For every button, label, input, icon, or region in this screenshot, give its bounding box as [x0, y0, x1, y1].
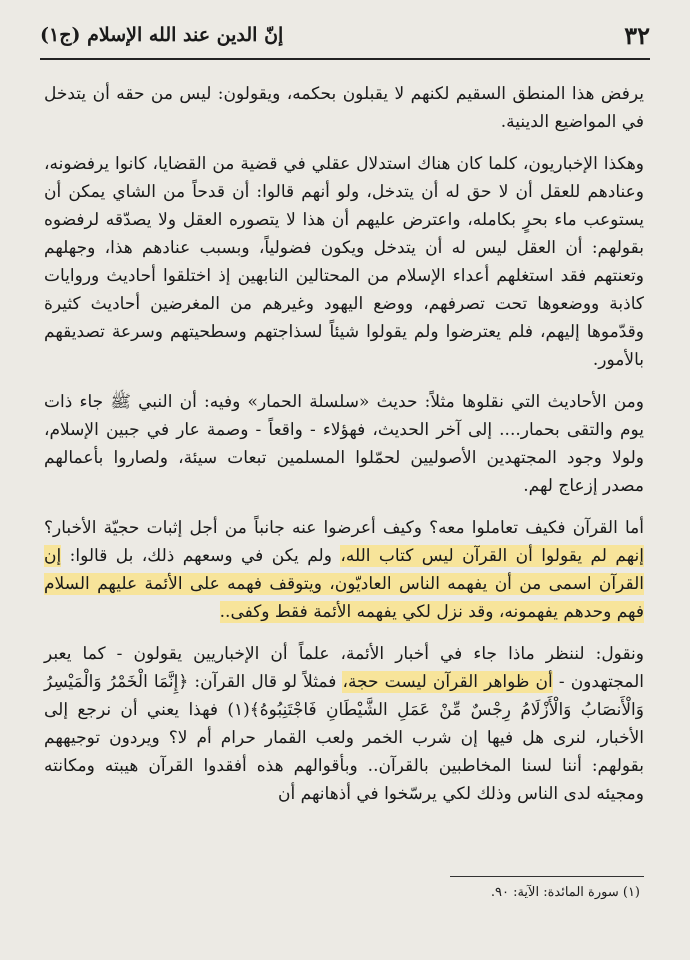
paragraph-text: يرفض هذا المنطق السقيم لكنهم لا يقبلون بحكمه، ويقولون: ليس من حقه أن يتدخل في المواضيع الدينية. — [44, 84, 644, 132]
highlighted-text: إن القرآن اسمى من أن يفهمه الناس العاديّون، ويتوقف فهمه على الأئمة عليهم السلام فهم وحدهم يفهمونه، وقد نزل لكي يفهمه الأئمة فقط وكفى.. — [44, 546, 644, 622]
paragraph — [44, 80, 644, 136]
paragraph-text: ولم يكن في وسعهم ذلك، بل قالوا: — [61, 546, 341, 566]
paragraph-text: ونقول: لننظر ماذا جاء في أخبار الأئمة، علماً أن الإخباريين يقولون - كما يعبر المجتهدون - — [44, 644, 644, 692]
paragraph — [44, 514, 644, 626]
page-header — [40, 18, 650, 52]
body-text — [44, 80, 644, 822]
page-number: ٣٢ — [624, 20, 650, 50]
footnote-rule — [450, 876, 644, 877]
header-rule — [40, 58, 650, 60]
paragraph-text: ومن الأحاديث التي نقلوها مثلاً: حديث «سلسلة الحمار» وفيه: أن النبي ﷺ جاء ذات يوم والتقى بحمار.... إلى آخر الحديث، فهؤلاء - واقعاً - وصمة عار في جبين الإسلام، ولولا وجود المجتهدين الأصوليين لحمّلوا المسلمين تبعات سيئة، ولصاروا بأعمالهم مصدر إزعاج لهم. — [44, 392, 644, 496]
paragraph — [44, 150, 644, 374]
paragraph — [44, 388, 644, 500]
footnote: (١) سورة المائدة: الآية: ٩٠. — [490, 885, 640, 900]
paragraph — [44, 640, 644, 808]
paragraph-text: فمثلاً لو قال القرآن: ﴿إِنَّمَا الْخَمْرُ وَالْمَيْسِرُ وَالْأَنصَابُ وَالْأَزْلَامُ رِجْسٌ مِّنْ عَمَلِ الشَّيْطَانِ فَاجْتَنِبُوهُ﴾(١) فهذا يعني أن نرجع إلى الأخبار، لنرى هل فيها إن شرب الخمر ولعب القمار حرام أم لا؟ ويردون توجيههم بقولهم: أننا لسنا المخاطبين بالقرآن.. وبأقوالهم هذه أفقدوا القرآن هيبته ومكانته ومجيئه لدى الناس وذلك لكي يرسّخوا في أذهانهم أن — [44, 672, 644, 804]
paragraph-text: أما القرآن فكيف تعاملوا معه؟ وكيف أعرضوا عنه جانباً من أجل إثبات حجيّة الأخبار؟ — [44, 518, 644, 538]
paragraph-text: وهكذا الإخباريون، كلما كان هناك استدلال عقلي في قضية من القضايا، كانوا يرفضونه، وعنادهم للعقل أن لا حق له أن يتدخل، ولو أنهم قالوا: أن قدحاً من الشاي يمكن أن يستوعب ماء بحرٍ بكامله، واعترض عليهم أن هذا لا يتصوره العقل ولا يصدّقه لرفضوه بقولهم: أن العقل ليس له أن يتدخل ويكون فضولياً، وبسبب عنادهم هذا، وجهلهم وتعنتهم فقد استغلهم أعداء الإسلام من المحتالين النابهين إذ اختلقوا أحاديث وروايات كاذبة ووضعوها تحت تصرفهم، ووضع اليهود وغيرهم من المغرضين أحاديث كثيرة وقدّموها إليهم، فلم يعترضوا ولم يقولوا شيئاً لسذاجتهم وسطحيتهم وسرعة تصديقهم بالأمور. — [44, 154, 644, 370]
highlighted-text: إنهم لم يقولوا أن القرآن ليس كتاب الله، — [340, 546, 645, 566]
running-title: إنّ الدين عند الله الإسلام (ج١) — [40, 24, 284, 46]
highlighted-text: أن ظواهر القرآن ليست حجة، — [342, 672, 553, 692]
